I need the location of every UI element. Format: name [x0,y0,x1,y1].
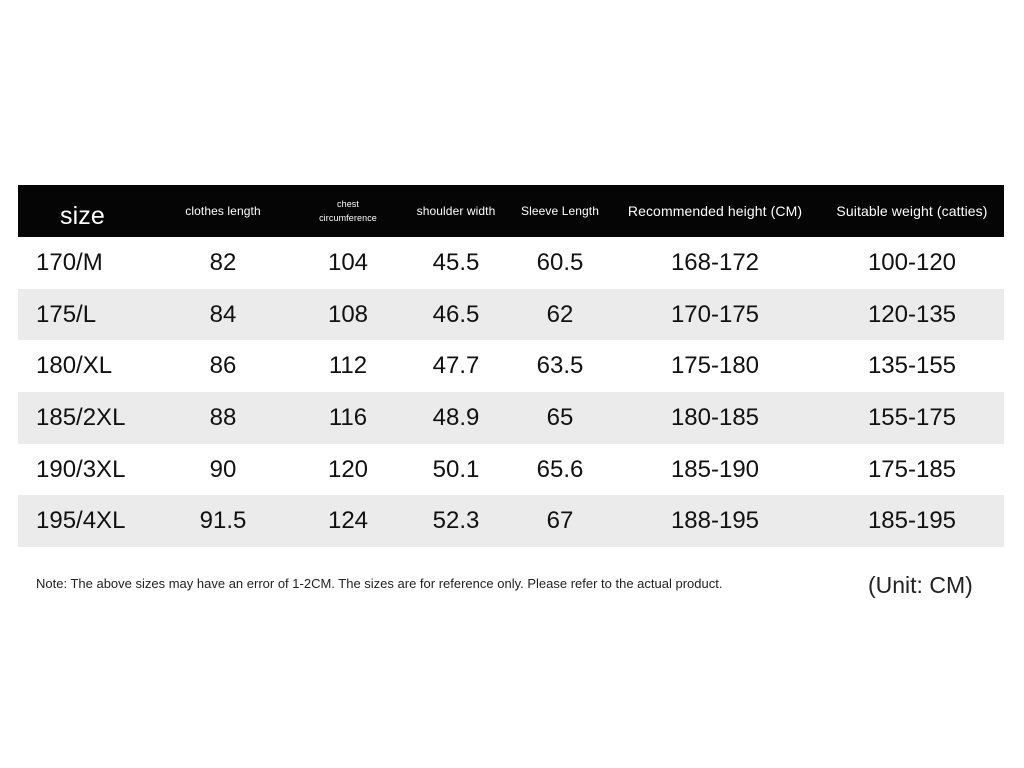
cell-chest-circumference: 108 [327,300,369,328]
header-sleeve-length: Sleeve Length [520,204,600,218]
cell-size: 185/2XL [36,403,126,431]
cell-shoulder-width: 48.9 [432,403,480,431]
cell-shoulder-width: 47.7 [432,352,480,380]
cell-chest-circumference: 116 [328,403,368,431]
header-shoulder-width: shoulder width [416,204,496,218]
header-suitable-weight: Suitable weight (catties) [836,203,988,219]
cell-sleeve-length: 62 [546,300,574,328]
cell-recommended-height: 180-185 [670,403,760,431]
table-row [18,444,1004,496]
cell-suitable-weight: 185-195 [867,507,957,535]
cell-sleeve-length: 67 [546,507,574,535]
cell-recommended-height: 188-195 [670,507,760,535]
cell-clothes-length: 82 [209,248,237,276]
cell-size: 180/XL [36,352,113,380]
cell-recommended-height: 168-172 [670,248,760,276]
cell-clothes-length: 91.5 [199,507,247,535]
cell-recommended-height: 175-180 [670,352,760,380]
cell-size: 170/M [36,248,103,276]
cell-recommended-height: 170-175 [670,300,760,328]
table-row [18,392,1004,444]
cell-suitable-weight: 175-185 [867,455,957,483]
cell-size: 190/3XL [36,455,126,483]
cell-suitable-weight: 155-175 [867,403,957,431]
header-size: size [60,202,105,230]
unit-label: (Unit: CM) [868,572,973,598]
table-header-row [18,185,1004,237]
size-note: Note: The above sizes may have an error of 1-2CM. The sizes are for reference only. Please refer to the actual product. [36,576,723,591]
table-row [18,340,1004,392]
cell-chest-circumference: 112 [328,352,368,380]
header-chest-circumference: chest circumference [319,199,377,223]
cell-shoulder-width: 46.5 [432,300,480,328]
cell-size: 175/L [36,300,97,328]
cell-clothes-length: 86 [209,352,237,380]
table-row [18,495,1004,547]
cell-clothes-length: 88 [209,403,237,431]
cell-suitable-weight: 100-120 [867,248,957,276]
cell-size: 195/4XL [36,507,126,535]
table-row [18,237,1004,289]
cell-suitable-weight: 135-155 [867,352,957,380]
header-recommended-height: Recommended height (CM) [627,203,803,219]
cell-sleeve-length: 60.5 [536,248,584,276]
cell-clothes-length: 84 [209,300,237,328]
cell-shoulder-width: 45.5 [432,248,480,276]
cell-sleeve-length: 65.6 [536,455,584,483]
cell-chest-circumference: 104 [327,248,369,276]
cell-shoulder-width: 50.1 [432,455,480,483]
cell-chest-circumference: 124 [327,507,369,535]
cell-clothes-length: 90 [209,455,237,483]
cell-sleeve-length: 63.5 [536,352,584,380]
cell-chest-circumference: 120 [327,455,369,483]
cell-sleeve-length: 65 [546,403,574,431]
cell-suitable-weight: 120-135 [867,300,957,328]
cell-shoulder-width: 52.3 [432,507,480,535]
header-clothes-length: clothes length [185,204,261,218]
cell-recommended-height: 185-190 [670,455,760,483]
size-chart-table [18,185,1004,547]
table-row [18,289,1004,341]
